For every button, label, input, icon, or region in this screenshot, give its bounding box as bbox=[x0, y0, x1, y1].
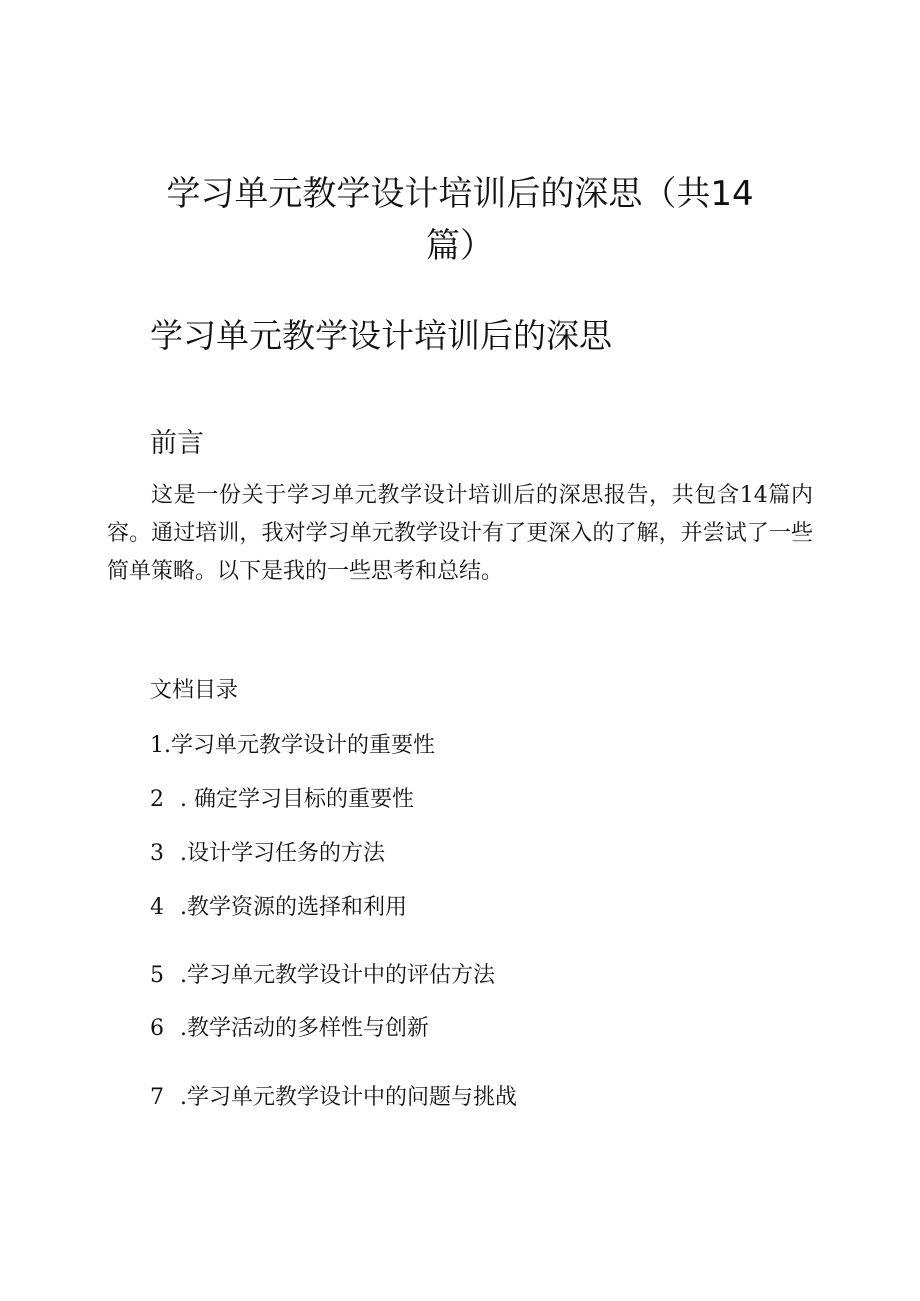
toc-item-text: .学习单元教学设计中的问题与挑战 bbox=[180, 1085, 517, 1110]
toc-item bbox=[150, 727, 435, 765]
toc-item bbox=[150, 835, 385, 873]
document-title-line-1: 学习单元教学设计培训后的深思（共14 bbox=[166, 174, 754, 214]
toc-item-number: 7 bbox=[150, 1085, 164, 1110]
toc-item bbox=[150, 957, 495, 995]
preface-paragraph: 这是一份关于学习单元教学设计培训后的深思报告，共包含14篇内容。通过培训，我对学习单元教学设计有了更深入的了解，并尝试了一些简单策略。以下是我的一些思考和总结。 bbox=[107, 483, 813, 584]
toc-item-number: 5 bbox=[150, 963, 164, 988]
preface-heading: 前言 bbox=[150, 428, 204, 459]
document-title bbox=[150, 168, 770, 272]
toc-item bbox=[150, 1079, 517, 1117]
toc-item-text: .教学活动的多样性与创新 bbox=[180, 1016, 429, 1041]
toc-item-text: 学习单元教学设计的重要性 bbox=[171, 733, 436, 758]
document-title-line-2: 篇） bbox=[426, 226, 494, 266]
toc-heading: 文档目录 bbox=[150, 678, 239, 703]
toc-item bbox=[150, 781, 414, 819]
toc-item-number: 2 bbox=[150, 787, 164, 812]
section-title: 学习单元教学设计培训后的深思 bbox=[150, 316, 612, 355]
toc-item-text: .教学资源的选择和利用 bbox=[180, 895, 407, 920]
toc-item-text: .学习单元教学设计中的评估方法 bbox=[180, 963, 495, 988]
toc-item-number: 3 bbox=[150, 841, 164, 866]
toc-item bbox=[150, 889, 407, 927]
toc-item-number: 1. bbox=[150, 733, 171, 758]
toc-item-number: 6 bbox=[150, 1016, 164, 1041]
toc-item-number: 4 bbox=[150, 895, 164, 920]
toc-item-text: . 确定学习目标的重要性 bbox=[180, 787, 414, 812]
toc-item-text: .设计学习任务的方法 bbox=[180, 841, 385, 866]
toc-item bbox=[150, 1010, 429, 1048]
